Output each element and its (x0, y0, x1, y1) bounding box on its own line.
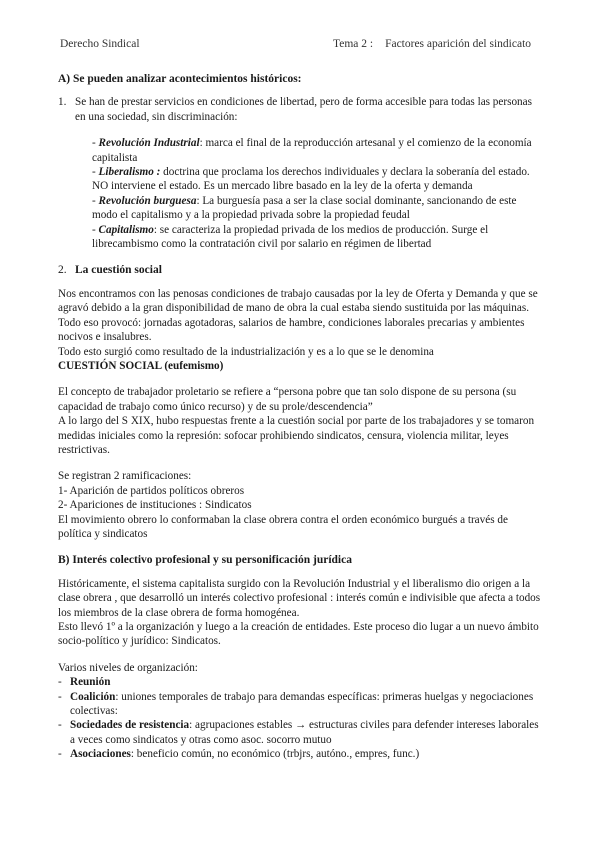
paragraph: Todo esto surgió como resultado de la industrialización y es a lo que se le denomina (58, 345, 434, 358)
definition-dash: - (92, 223, 99, 236)
list-dash: - (58, 748, 62, 761)
definition-dash: - (92, 137, 99, 150)
list-number: 1. (58, 96, 67, 109)
definition-term: Revolución Industrial (98, 137, 200, 150)
header-subject: Derecho Sindical (60, 38, 140, 50)
paragraph: 1- Aparición de partidos políticos obreros (58, 484, 245, 497)
section-2-number: 2. (58, 264, 67, 277)
list-item (58, 675, 544, 689)
list-item-text: Se han de prestar servicios en condiciones de libertad, pero de forma accesible para todas las personas en una sociedad, sin discriminación: (75, 96, 532, 123)
definition-term: Revolución burguesa (98, 194, 197, 207)
paragraph-emphasis: CUESTIÓN SOCIAL (eufemismo) (58, 359, 224, 372)
section-b-heading: B) Interés colectivo profesional y su personificación jurídica (58, 554, 352, 567)
list-item (58, 690, 544, 719)
paragraph: 2- Apariciones de instituciones : Sindicatos (58, 499, 252, 512)
list-dash: - (58, 690, 62, 703)
list-term: Coalición (70, 690, 116, 703)
list-item (58, 747, 544, 761)
paragraph: El movimiento obrero lo conformaban la clase obrera contra el orden económico burgués a través de política y sindicatos (58, 513, 508, 540)
header-topic-title: Factores aparición del sindicato (385, 38, 532, 50)
definition-item (92, 165, 544, 194)
paragraph: El concepto de trabajador proletario se refiere a “persona pobre que tan solo dispone de su persona (su capacidad de trabajo como único recurso) y de su prole/descendencia” (58, 386, 517, 413)
section-a-heading: A) Se pueden analizar acontecimientos históricos: (58, 73, 302, 85)
organization-levels-list (58, 675, 544, 761)
header-topic (333, 37, 531, 51)
definition-text: doctrina que proclama los derechos individuales y declara la soberanía del estado. NO interviene el estado. Es un mercado libre basado en la ley de la oferta y demanda (92, 166, 530, 193)
definition-text: : se caracteriza la propiedad privada de los medios de producción. Surge el librecambismo como la contratación civil por salario en régimen de libertad (92, 223, 489, 251)
list-dash: - (58, 719, 62, 732)
list-text: : agrupaciones estables → estructuras civiles para defender intereses laborales a veces como sindicatos y otras como asoc. socorro mutuo (70, 719, 539, 746)
section-2-heading (58, 263, 544, 277)
definition-text: : marca el final de la reproducción artesanal y el comienzo de la economía capitalista (92, 137, 532, 164)
paragraph: Esto llevó 1º a la organización y luego a la creación de entidades. Este proceso dio lugar a un nuevo ámbito socio-político y jurídico: Sindicatos. (58, 621, 539, 648)
definition-item (92, 223, 544, 252)
section-2-title: La cuestión social (75, 264, 162, 277)
paragraph: Se registran 2 ramificaciones: (58, 470, 192, 483)
list-term: Asociaciones (70, 748, 131, 761)
list-text: : uniones temporales de trabajo para demandas específicas: primeras huelgas y negociaciones colectivas: (70, 690, 534, 718)
definition-item (92, 136, 544, 165)
list-term: Reunión (70, 676, 111, 689)
list-term: Sociedades de resistencia (70, 719, 190, 732)
list-text: : beneficio común, no económico (trbjrs, autóno., empres, func.) (130, 748, 420, 761)
definition-item (92, 194, 544, 223)
definition-dash: - (92, 194, 99, 207)
list-item (58, 95, 544, 124)
list-item (58, 718, 544, 747)
list-dash: - (58, 676, 62, 689)
definitions-block (92, 136, 544, 251)
paragraph: Históricamente, el sistema capitalista surgido con la Revolución Industrial y el liberalismo dio origen a la clase obrera , que desarrolló un interés colectivo profesional : interés común e indivisible que afecta a todos los miembros de la clase obrera de forma homogénea. (58, 577, 541, 619)
definition-term: Liberalismo : (98, 166, 161, 179)
definition-term: Capitalismo (98, 223, 154, 236)
header-topic-number: Tema 2 : (333, 38, 374, 50)
paragraph: A lo largo del S XIX, hubo respuestas frente a la cuestión social por parte de los trabajadores y se tomaron medidas iniciales como la represión: sofocar prohibiendo sindicatos, censura, violencia militar, leyes restrictivas. (58, 415, 535, 456)
paragraph: Varios niveles de organización: (58, 661, 198, 674)
paragraph: Nos encontramos con las penosas condiciones de trabajo causadas por la ley de Oferta y Demanda y que se agravó debido a la gran disponibilidad de mano de obra la cual estaba siendo sustituida por las máquinas. Todo eso provocó: jornadas agotadoras, salarios de hambre, condiciones laborales precarias y ambientes nocivos e insalubres. (58, 287, 538, 344)
document-body (58, 72, 544, 762)
definition-dash: - (92, 166, 99, 179)
definition-text: : La burguesía pasa a ser la clase social dominante, sancionando de este modo el capitalismo y a la propiedad privada sobre la propiedad feudal (92, 194, 517, 222)
